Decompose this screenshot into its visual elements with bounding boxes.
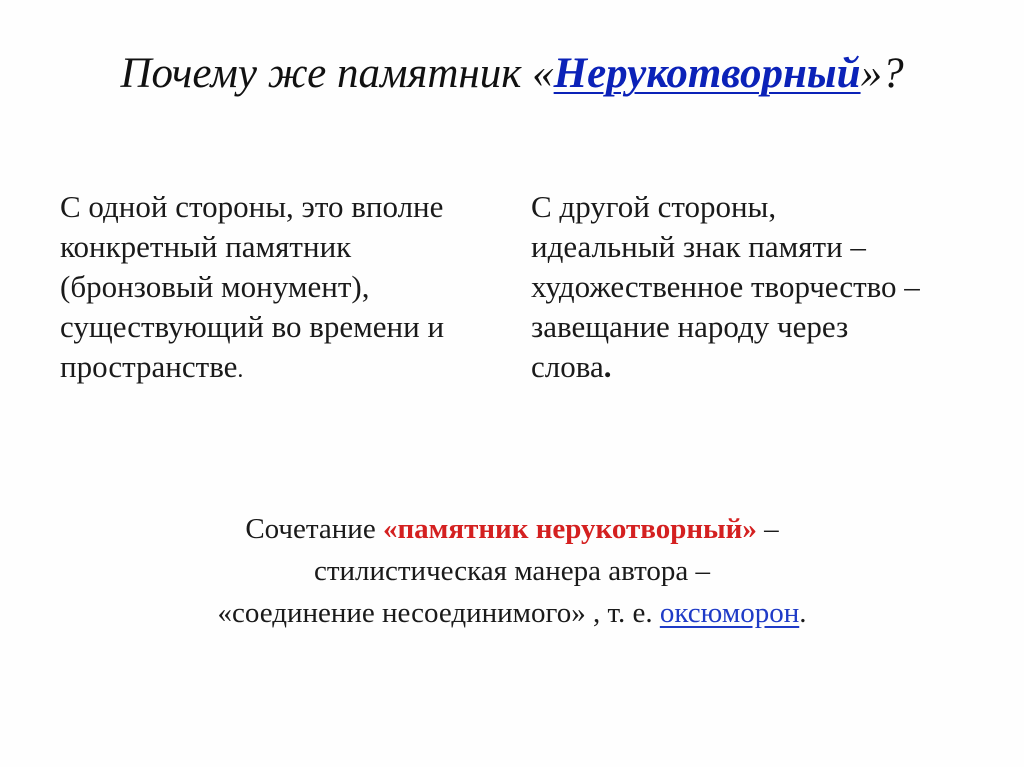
left-line-2: конкретный памятник (60, 229, 352, 264)
summary-line-3 (0, 592, 1024, 634)
left-column (60, 187, 500, 390)
summary-line-3-after: . (799, 597, 807, 629)
left-line-5-text: пространстве (60, 349, 238, 384)
title-prefix: Почему же памятник « (120, 50, 554, 97)
right-column (531, 187, 981, 387)
right-line-1: С другой стороны, (531, 189, 777, 224)
right-end-mark: . (603, 349, 612, 384)
summary-line-1-before: Сочетание (245, 513, 383, 545)
summary-line-1-after: – (756, 513, 779, 545)
right-line-2: идеальный знак памяти – (531, 229, 866, 264)
summary-highlight-phrase: «памятник нерукотворный» (382, 513, 757, 545)
right-line-5 (531, 347, 981, 387)
summary-line-1 (0, 508, 1024, 550)
summary-block (0, 508, 1024, 634)
right-line-5-text: слова (531, 349, 604, 384)
left-line-5 (60, 347, 500, 390)
slide-title (0, 44, 1024, 104)
summary-line-2: стилистическая манера автора – (313, 555, 711, 587)
title-link-nerukotvorny[interactable]: Нерукотворный (553, 50, 861, 97)
left-line-4: существующий во времени и (60, 309, 445, 344)
oxymoron-link[interactable]: оксюморон (659, 597, 800, 629)
right-line-3: художественное творчество – (531, 269, 920, 304)
right-line-4: завещание народу через (531, 309, 849, 344)
title-suffix: »? (860, 50, 904, 97)
left-line-1: С одной стороны, это вполне (60, 189, 444, 224)
summary-line-3-before: «соединение несоединимого» , т. е. (217, 597, 660, 629)
left-line-3: (бронзовый монумент), (60, 269, 370, 304)
left-end-mark: . (237, 357, 244, 383)
